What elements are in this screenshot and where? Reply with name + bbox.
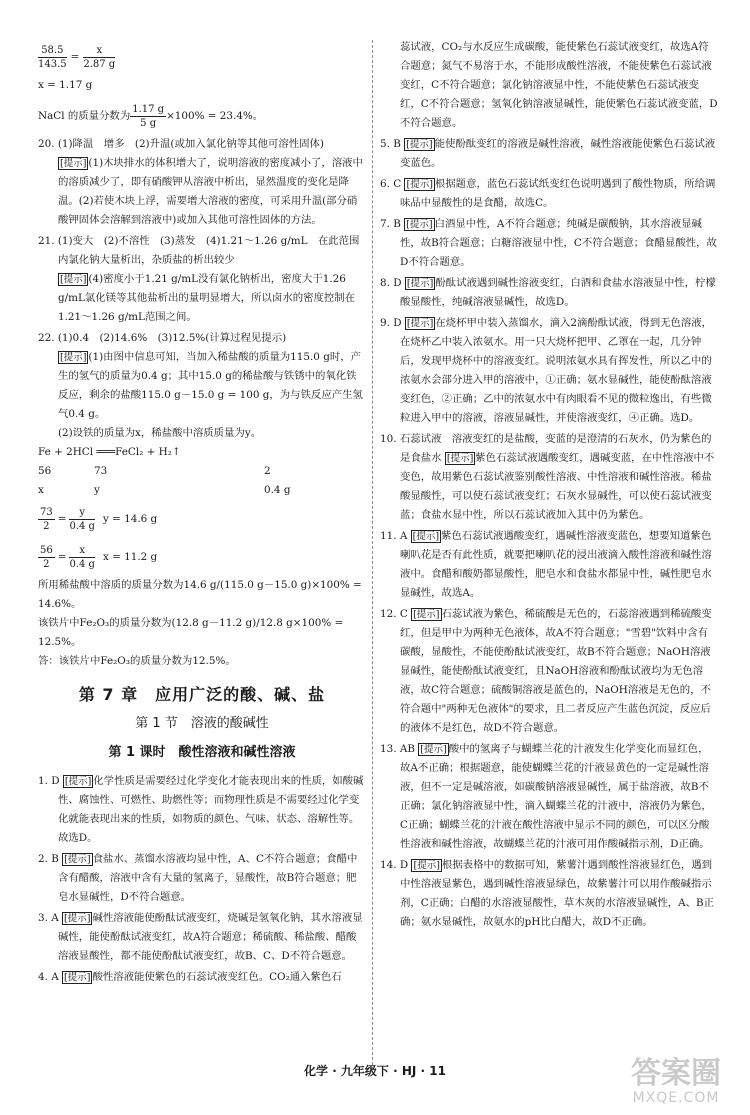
left-column — [38, 38, 366, 987]
lesson-title: 第 1 课时 酸性溶液和碱性溶液 — [108, 745, 296, 760]
equation-fraction-3: $\frac{56}{2}$ = $\frac{x}{0.4 g}$ x = 11.2 g — [40, 544, 158, 570]
answer-7: 7. B [提示] 白酒显中性，A不符合题意；纯碱是碳酸钠，其水溶液显碱性，故B符合题意；白糖溶液显中性，C不符合题意；食醋显酸性，故D不符合题意。 — [380, 218, 717, 268]
tip-20: [提示] (1)木块排水的体积增大了，说明溶液的密度减小了，溶液中的溶质减少了，即有硝酸钾从溶液中析出，显然温度的变化是降温。(2)若使木块上浮，需要增大溶液的密度，可采用升温(部分硝酸钾固体会溶解到溶液中)或加入其他可溶性固体的方法。 — [58, 157, 363, 226]
reaction-ratio-row: 56 73 2 — [38, 465, 271, 477]
answer-line: 答：该铁片中Fe₂O₃的质量分数为12.5%。 — [38, 655, 236, 667]
equation-fraction-1: $\frac{58.5}{143.5}$ = $\frac{x}{2.87 g}$ — [38, 44, 116, 70]
answer-3: 3. A [提示] 碱性溶液能使酚酞试液变红，烧碱是氢氧化钠，其水溶液显碱性，能使酚酞试液变红，故A符合题意；稀硫酸、稀盐酸、醋酸溶液显酸性，都不能使酚酞试液变红，故B、C、D不符合题意。 — [38, 912, 363, 962]
answer-8: 8. D [提示] 酚酞试液遇到碱性溶液变红，白酒和食盐水溶液显中性，柠檬酸显酸性，纯碱溶液显碱性，故选D。 — [380, 277, 716, 308]
answer-14: 14. D [提示] 根据表格中的数据可知，紫薯汁遇到酸性溶液显红色，遇到中性溶液显紫色，遇到碱性溶液显绿色，故紫薯汁可以用作酸碱指示剂，C正确；白醋的水溶液显酸性，草木灰的水溶液显碱性，A、B正确；氨水显碱性，故氨水的pH比白醋大，故D不正确。 — [380, 859, 715, 928]
section-title: 第 1 节 溶液的酸碱性 — [135, 716, 269, 731]
answer-4-continued: 蕊试液，CO₂与水反应生成碳酸，能使紫色石蕊试液变红，故选A符合题意；氮气不易溶于水，不能形成酸性溶液，不能使紫色石蕊试液变红，C不符合题意；氯化钠溶液显中性，不能使紫色石蕊试液变红，C不符合题意；氢氧化钠溶液显碱性，能使紫色石蕊试液变蓝，D不符合题意。 — [400, 41, 718, 129]
tip-22: [提示] (1)由图中信息可知，当加入稀盐酸的质量为115.0 g时，产生的氢气的质量为0.4 g；其中15.0 g的稀盐酸与铁锈中的氧化铁反应，剩余的盐酸115.0 g－15.0 g = 100 g，为与铁反应产生氢气0.4 g。 — [58, 351, 363, 420]
answer-4: 4. A [提示] 酸性溶液能使紫色的石蕊试液变红色。CO₂通入紫色石 — [38, 971, 342, 983]
answer-21: 21. (1)变大 (2)不溶性 (3)蒸发 (4)1.21～1.26 g/mL 在此范围内氯化钠大量析出，杂质盐的析出较少 — [38, 235, 360, 266]
reaction-equation: Fe + 2HCl ═══FeCl₂ + H₂↑ — [38, 446, 181, 458]
answer-5: 5. B [提示] 能使酚酞变红的溶液是碱性溶液，碱性溶液能使紫色石蕊试液变蓝色。 — [380, 138, 716, 169]
equation-fraction-2: $\frac{73}{2}$ = $\frac{y}{0.4 g}$ y = 14.6 g — [40, 506, 158, 532]
answer-6: 6. C [提示] 根据题意，蓝色石蕊试纸变红色说明遇到了酸性物质，所给调味品中显酸性的是食醋，故选C。 — [380, 178, 716, 209]
answer-13: 13. AB [提示] 酸中的氢离子与蝴蝶兰花的汁液发生化学变化而显红色，故A不正确；根据题意，能使蝴蝶兰花的汁液显黄色的一定是碱性溶液，但不一定是碱溶液，如碳酸钠溶液显碱性，属于盐溶液，故B不正确；氯化钠溶液显中性，滴入蝴蝶兰花的汁液中，溶液仍为紫色，C正确；蝴蝶兰花的汁液在酸性溶液中显示不同的颜色，可以区分酸性溶液和碱性溶液，故蝴蝶兰花的汁液可用作酸碱指示剂，D正确。 — [380, 743, 712, 850]
calc-line-2: 该铁片中Fe₂O₃的质量分数为(12.8 g－11.2 g)/12.8 g×100% = 12.5%。 — [38, 617, 344, 648]
site-watermark-logo: 答案圈 MXQE.COM — [631, 1056, 721, 1106]
answer-10: 10. 石蕊试液 溶液变红的是盐酸，变蓝的是澄清的石灰水，仍为紫色的是食盐水 [提示] 紫色石蕊试液遇酸变红，遇碱变蓝，在中性溶液中不变色，故用紫色石蕊试液鉴别酸性溶液、中性溶液和碱性溶液。稀盐酸显酸性，可以使石蕊试液变红；石灰水显碱性，可以使石蕊试液变蓝；食盐水显中性，所以石蕊试液加入其中仍为紫色。 — [380, 433, 715, 521]
answer-2: 2. B [提示] 食盐水、蒸馏水溶液均显中性，A、C不符合题意；食醋中含有醋酸，溶液中含有大量的氢离子，显酸性，故B符合题意；肥皂水显碱性，D不符合题意。 — [38, 853, 358, 903]
nacl-fraction-line: NaCl 的质量分数为 $\frac{1.17 g}{5 g}$ ×100% = 23.4%。 — [38, 103, 264, 129]
chapter-title: 第 7 章 应用广泛的酸、碱、盐 — [78, 685, 326, 704]
calc-line-1: 所用稀盐酸中溶质的质量分数为14.6 g/(115.0 g－15.0 g)×100% = 14.6%。 — [38, 579, 362, 610]
answer-22: 22. (1)0.4 (2)14.6% (3)12.5%(计算过程见提示) — [38, 332, 287, 344]
answer-20: 20. (1)降温 增多 (2)升温(或加入氯化钠等其他可溶性固体) — [38, 138, 324, 150]
answer-1: 1. D [提示] 化学性质是需要经过化学变化才能表现出来的性质，如酸碱性、腐蚀性、可燃性、助燃性等；而物理性质是不需要经过化学变化就能表现出来的性质，如物质的颜色、气味、状态、溶解性等。故选D。 — [38, 775, 364, 844]
answer-11: 11. A [提示] 紫色石蕊试液遇酸变红，遇碱性溶液变蓝色，想要知道紫色喇叭花是否有此性质，就要把喇叭花的浸出液滴入酸性溶液和碱性溶液中。食醋和酸奶都显酸性，肥皂水和食盐水都显中性，碱性肥皂水显碱性，故选A。 — [380, 530, 712, 599]
x-result: x = 1.17 g — [38, 79, 93, 91]
answer-12: 12. C [提示] 石蕊试液为紫色，稀硫酸是无色的，石蕊溶液遇到稀硫酸变红，但是甲中为两种无色液体，故A不符合题意；"雪碧"饮料中含有碳酸，显酸性，不能使酚酞试液变红，故B不符合题意；NaOH溶液显碱性，能使酚酞试液变红，且NaOH溶液和酚酞试液均为无色溶液，故C符合题意；硫酸铜溶液是蓝色的，NaOH溶液是无色的，不符合题中"两种无色液体"的要求，且二者反应产生蓝色沉淀，反应后的液体不是红色，故D不符合题意。 — [380, 608, 712, 734]
tip-22-part2: (2)设铁的质量为x，稀盐酸中溶质质量为y。 — [58, 427, 262, 439]
right-column — [380, 38, 718, 932]
page-footer: 化学 · 九年级下 · HJ · 11 — [304, 1064, 446, 1078]
column-divider — [372, 40, 373, 1070]
tip-21: [提示] (4)密度小于1.21 g/mL没有氯化钠析出，密度大于1.26 g/mL氯化镁等其他盐析出的量明显增大，所以卤水的密度控制在1.21～1.26 g/mL范围之间。 — [58, 273, 356, 323]
answer-9: 9. D [提示] 在烧杯甲中装入蒸馏水，滴入2滴酚酞试液，得到无色溶液，在烧杯乙中装入浓氨水。用一只大烧杯把甲、乙罩在一起，几分钟后，发现甲烧杯中的溶液变红。说明浓氨水具有挥发性，所以乙中的浓氨水会部分进入甲的溶液中，①正确；氨水显碱性，能使酚酞溶液变红色，②正确；乙中的浓氨水中有肉眼看不见的微粒逸出，有些微粒进入甲中的溶液，溶液显碱性，并使溶液变红，④正确。选D。 — [380, 317, 713, 424]
reaction-unknown-row: x y 0.4 g — [38, 484, 291, 496]
